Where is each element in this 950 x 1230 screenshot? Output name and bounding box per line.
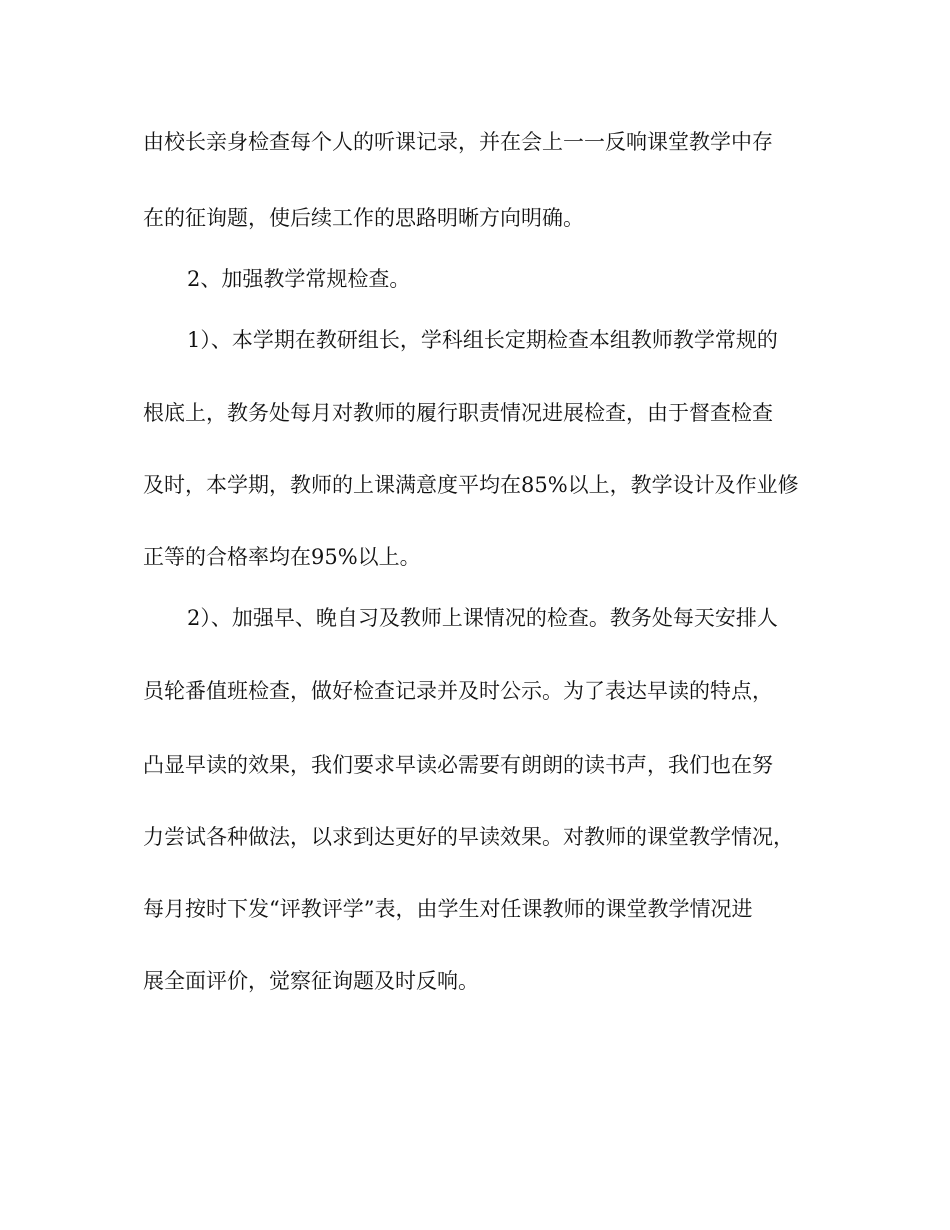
text-line: 在的征询题，使后续工作的思路明晰方向明确。: [143, 206, 584, 230]
text-line: 由校长亲身检查每个人的听课记录，并在会上一一反响课堂教学中存: [143, 130, 773, 154]
text-line: 力尝试各种做法，以求到达更好的早读效果。对教师的课堂教学情况，: [143, 825, 794, 849]
text-line: 正等的合格率均在95%以上。: [143, 545, 421, 569]
text-line: 展全面评价，觉察征询题及时反响。: [143, 969, 479, 993]
text-line: 1）、本学期在教研组长，学科组长定期检查本组教师教学常规的: [187, 328, 778, 352]
text-line: 及时，本学期，教师的上课满意度平均在85%以上，教学设计及作业修: [143, 473, 799, 497]
text-line: 根底上，教务处每月对教师的履行职责情况进展检查，由于督查检查: [143, 401, 773, 425]
text-line: 每月按时下发“评教评学”表，由学生对任课教师的课堂教学情况进: [143, 897, 753, 921]
text-line: 凸显早读的效果，我们要求早读必需要有朗朗的读书声，我们也在努: [143, 753, 773, 777]
text-line: 2、加强教学常规检查。: [187, 267, 411, 291]
text-line: 2）、加强早、晚自习及教师上课情况的检查。教务处每天安排人: [187, 606, 778, 630]
text-line: 员轮番值班检查，做好检查记录并及时公示。为了表达早读的特点，: [143, 679, 773, 703]
